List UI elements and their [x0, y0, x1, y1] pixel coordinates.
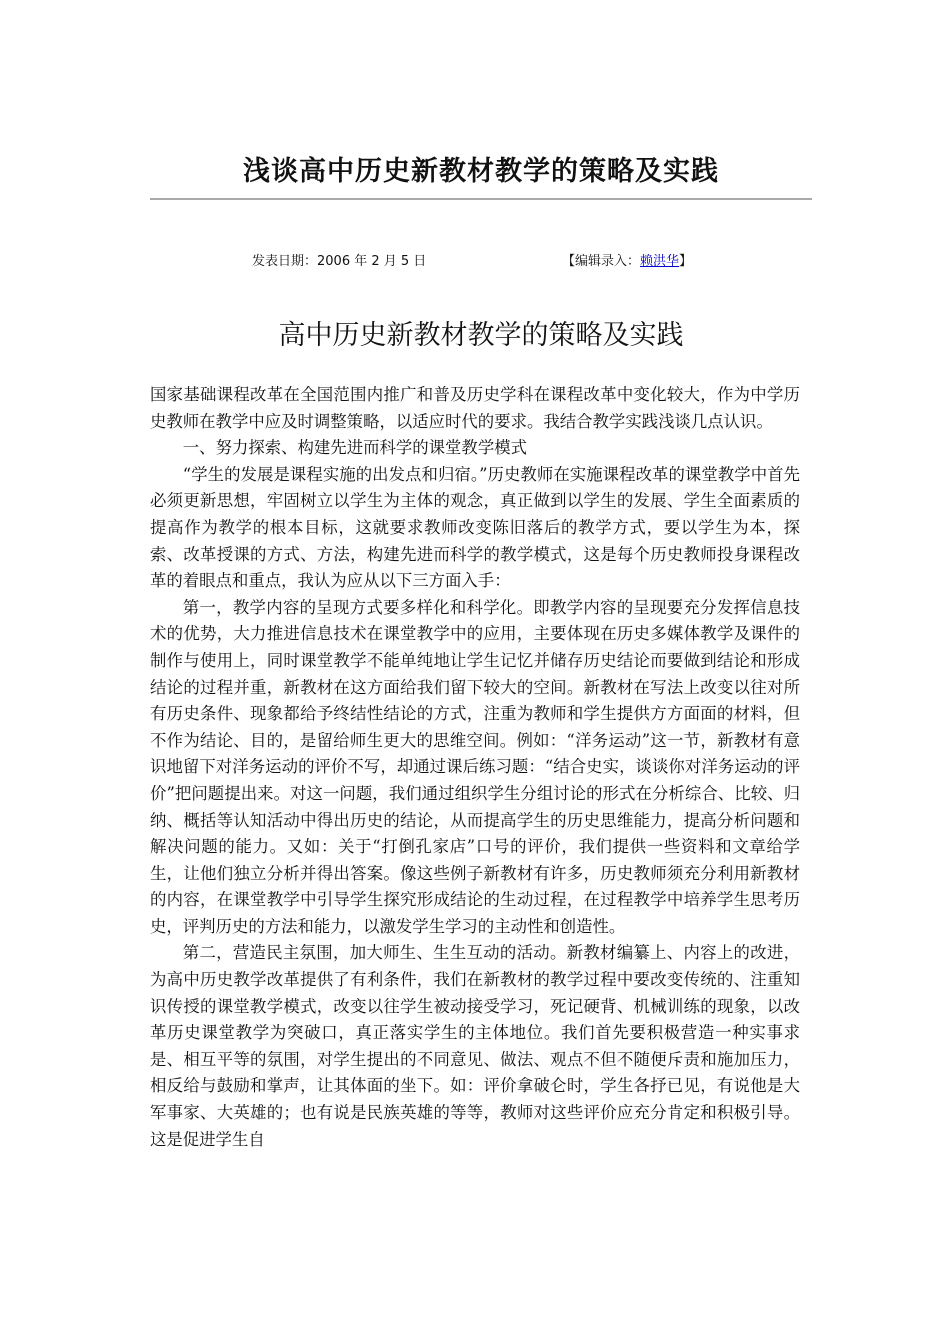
editor-label-open: 【编辑录入： [562, 254, 641, 269]
document-title: 浅谈高中历史新教材教学的策略及实践 [243, 156, 719, 187]
section-heading: 一、努力探索、构建先进而科学的课堂教学模式 [182, 438, 527, 458]
paragraph-intro: 国家基础课程改革在全国范围内推广和普及历史学科在课程改革中变化较大，作为中学历史教师在教学中应及时调整策略，以适应时代的要求。我结合教学实践浅谈几点认识。 [150, 385, 800, 431]
article-heading: 高中历史新教材教学的策略及实践 [278, 320, 684, 351]
title-divider [150, 198, 812, 200]
article-body [150, 382, 800, 1153]
editor-name-link[interactable]: 赖洪华 [640, 254, 680, 269]
paragraph: 第二，营造民主氛围，加大师生、生生互动的活动。新教材编纂上、内容上的改进，为高中历史教学改革提供了有利条件，我们在新教材的教学过程中要改变传统的、注重知识传授的课堂教学模式，改变以往学生被动接受学习，死记硬背、机械训练的现象，以改革历史课堂教学为突破口，真正落实学生的主体地位。我们首先要积极营造一种实事求是、相互平等的氛围，对学生提出的不同意见、做法、观点不但不随便斥责和施加压力，相反给与鼓励和掌声，让其体面的坐下。如：评价拿破仑时，学生各抒已见，有说他是大军事家、大英雄的；也有说是民族英雄的等等，教师对这些评价应充分肯定和积极引导。这是促进学生自 [150, 943, 800, 1149]
editor-info [562, 252, 692, 272]
publish-date: 发表日期：2006 年 2 月 5 日 [252, 254, 427, 269]
editor-label-close: 】 [679, 254, 693, 269]
paragraph: “学生的发展是课程实施的出发点和归宿。”历史教师在实施课程改革的课堂教学中首先必须更新思想，牢固树立以学生为主体的观念，真正做到以学生的发展、学生全面素质的提高作为教学的根本目标，这就要求教师改变陈旧落后的教学方式，要以学生为本，探索、改革授课的方式、方法，构建先进而科学的教学模式，这是每个历史教师投身课程改革的着眼点和重点，我认为应从以下三方面入手： [150, 464, 800, 591]
paragraph: 第一，教学内容的呈现方式要多样化和科学化。即教学内容的呈现要充分发挥信息技术的优势，大力推进信息技术在课堂教学中的应用，主要体现在历史多媒体教学及课件的制作与使用上，同时课堂教学不能单纯地让学生记忆并储存历史结论而要做到结论和形成结论的过程并重，新教材在这方面给我们留下较大的空间。新教材在写法上改变以往对所有历史条件、现象都给予终结性结论的方式，注重为教师和学生提供方方面面的材料，但不作为结论、目的，是留给师生更大的思维空间。例如：“洋务运动”这一节，新教材有意识地留下对洋务运动的评价不写，却通过课后练习题：“结合史实，谈谈你对洋务运动的评价”把问题提出来。对这一问题，我们通过组织学生分组讨论的形式在分析综合、比较、归纳、概括等认知活动中得出历史的结论，从而提高学生的历史思维能力，提高分析问题和解决问题的能力。又如：关于“打倒孔家店”口号的评价，我们提供一些资料和文章给学生，让他们独立分析并得出答案。像这些例子新教材有许多，历史教师须充分利用新教材的内容，在课堂教学中引导学生探究形成结论的生动过程，在过程教学中培养学生思考历史，评判历史的方法和能力，以激发学生学习的主动性和创造性。 [150, 597, 800, 936]
